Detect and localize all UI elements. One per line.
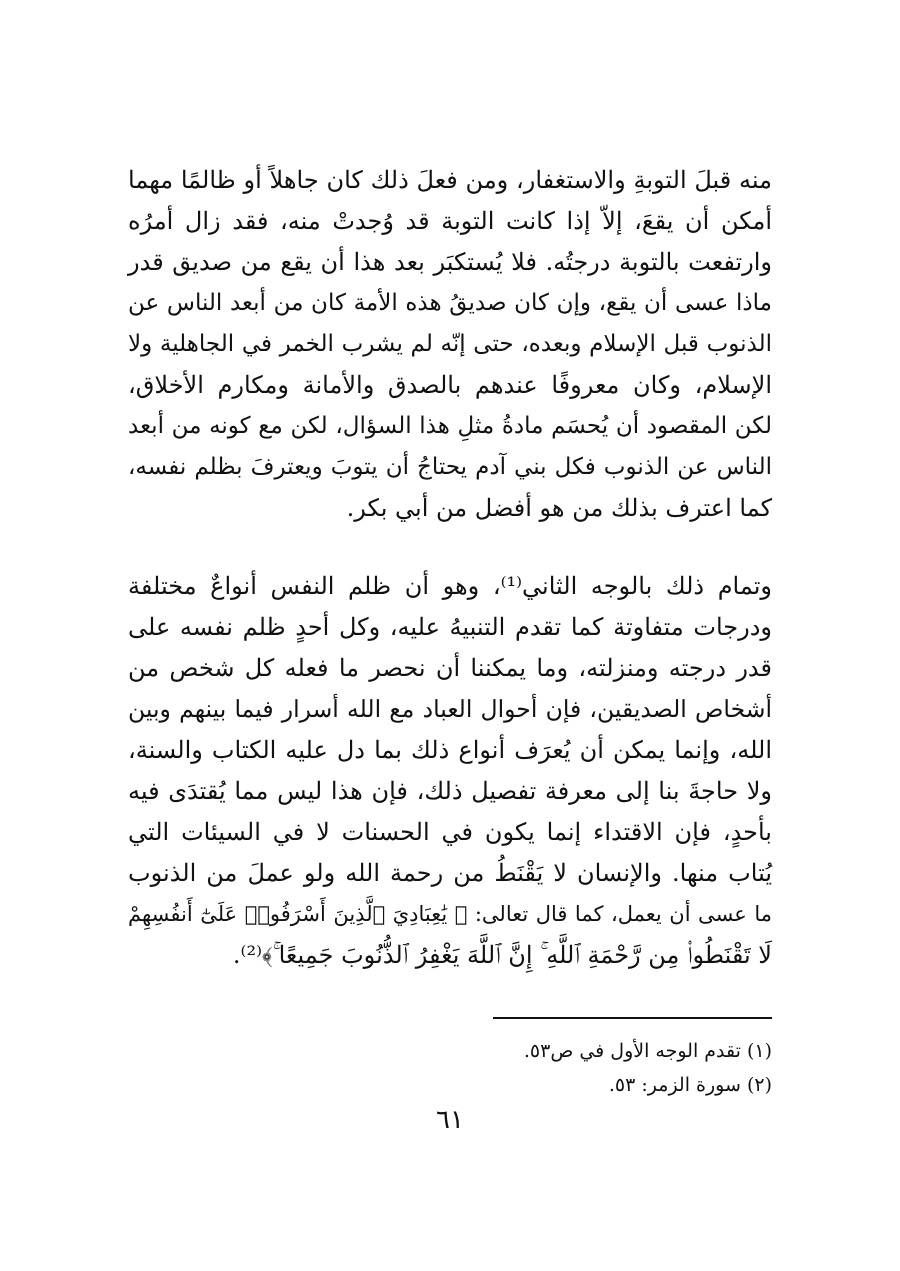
text-line: منه قبلَ التوبةِ والاستغفار، ومن فعلَ ذلك كان جاهلاً أو ظالمًا مهما xyxy=(128,166,772,194)
text-line: قدر درجته ومنزلته، وما يمكننا أن نحصر ما فعله كل شخص من xyxy=(128,654,772,682)
text-line: لكن المقصود أن يُحسَم مادةُ مثلِ هذا السؤال، لكن مع كونه من أبعد xyxy=(128,413,772,439)
text-line: كما اعترف بذلك من هو أفضل من أبي بكر. xyxy=(346,494,772,522)
footnotes xyxy=(300,1034,772,1102)
paragraph-1 xyxy=(128,160,772,529)
text-line: ودرجات متفاوتة كما تقدم التنبيهُ عليه، وكل أحدٍ ظلم نفسه على xyxy=(128,613,772,641)
text-line: يُتاب منها. والإنسان لا يَقْنَطُ من رحمة الله ولو عملَ من الذنوب xyxy=(128,859,773,887)
text-line: ما عسى أن يعمل، كما قال تعالى: ﴿ يَٰعِبَادِيَ ٱلَّذِينَ أَسْرَفُوا۟ عَلَىٰٓ أَنفُسِهِمْ xyxy=(128,902,772,926)
footnote-divider xyxy=(493,1017,772,1019)
text-line: وتمام ذلك بالوجه الثاني⁽¹⁾، وهو أن ظلم النفس أنواعٌ مختلفة xyxy=(128,572,773,600)
text-line: وارتفعت بالتوبة درجتُه. فلا يُستكبَر بعد هذا أن يقع من صديق قدر xyxy=(128,248,772,276)
text-line: الإسلام، وكان معروفًا عندهم بالصدق والأمانة ومكارم الأخلاق، xyxy=(128,371,772,399)
text-line: بأحدٍ، فإن الاقتداء إنما يكون في الحسنات لا في السيئات التي xyxy=(128,818,772,846)
text-line: ماذا عسى أن يقع، وإن كان صديقُ هذه الأمة كان من أبعد الناس عن xyxy=(128,290,772,316)
text-line: الناس عن الذنوب فكل بني آدم يحتاجُ أن يتوبَ ويعترفَ بظلم نفسه، xyxy=(128,454,772,480)
paragraph-2 xyxy=(128,566,772,976)
footnote-2: (٢) سورة الزمر: ٥٣. xyxy=(608,1074,772,1096)
text-line: أشخاص الصديقين، فإن أحوال العباد مع الله أسرار فيما بينهم وبين xyxy=(128,695,772,723)
text-line: ولا حاجةَ بنا إلى معرفة تفصيل ذلك، فإن هذا ليس مما يُقتدَى فيه xyxy=(128,777,772,805)
quran-verse-line: لَا تَقْنَطُوا۟ مِن رَّحْمَةِ ٱللَّهِ ۚ إِنَّ ٱللَّهَ يَغْفِرُ ٱلذُّنُوبَ جَمِيعًا ۚ﴾⁽²⁾. xyxy=(232,941,772,969)
text-line: الذنوب قبل الإسلام وبعده، حتى إنّه لم يشرب الخمر في الجاهلية ولا xyxy=(128,331,772,357)
page-number: ٦١ xyxy=(436,1105,464,1135)
text-line: الله، وإنما يمكن أن يُعرَف أنواع ذلك بما دل عليه الكتاب والسنة، xyxy=(128,736,772,764)
footnote-1: (١) تقدم الوجه الأول في ص٥٣. xyxy=(523,1040,772,1062)
text-line: أمكن أن يقعَ، إلاّ إذا كانت التوبة قد وُجدتْ منه، فقد زال أمرُه xyxy=(128,207,772,235)
